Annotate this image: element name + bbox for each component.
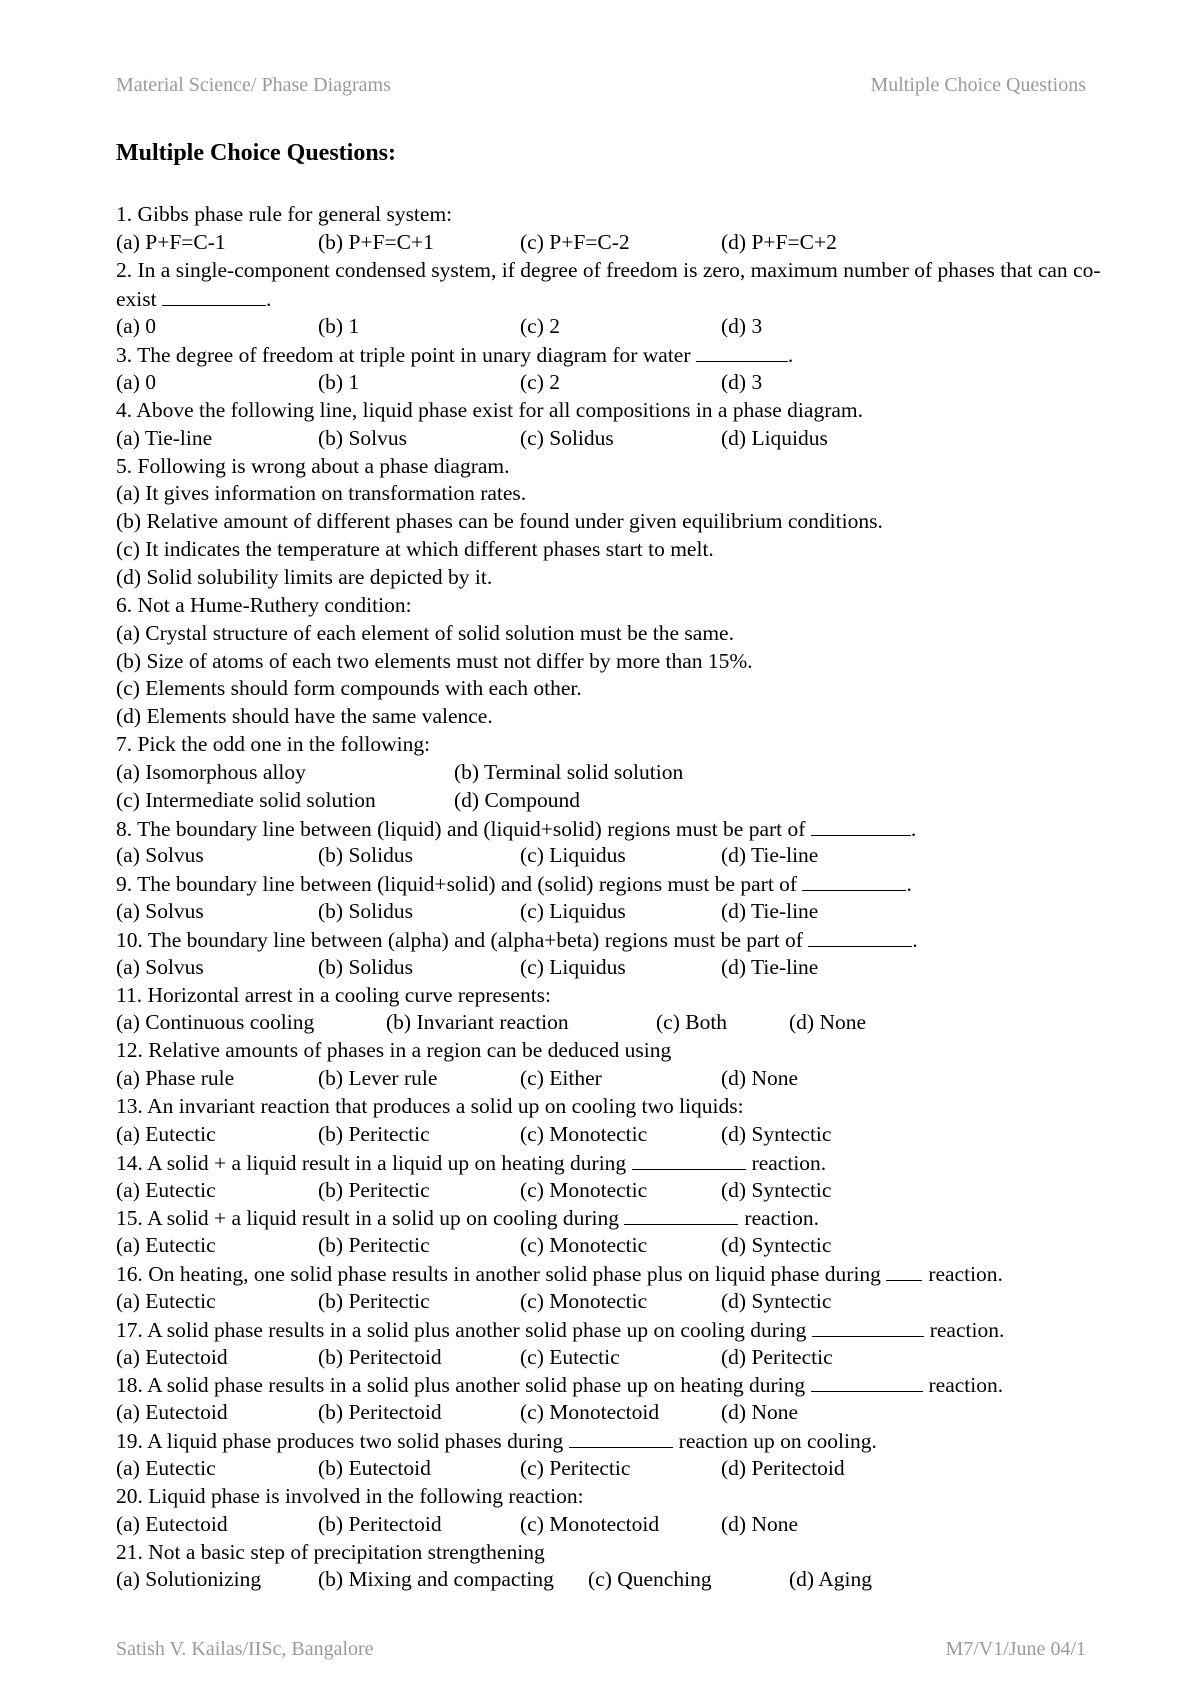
option: (c) Monotectic: [520, 1121, 648, 1146]
option: (d) None: [721, 1400, 799, 1425]
options-row: [116, 787, 1126, 815]
option: (d) Tie-line: [721, 954, 819, 979]
option: (b) Solidus: [318, 843, 413, 868]
question-stem: [116, 1204, 1126, 1232]
options-row: [116, 229, 1126, 257]
option: (d) Syntectic: [721, 1177, 832, 1202]
option: (c) Either: [520, 1066, 602, 1091]
option: (d) Compound: [454, 787, 581, 812]
question-stem: [116, 1371, 1126, 1399]
question-text: 4. Above the following line, liquid phase exist for all compositions in a phase diagram.: [116, 397, 863, 422]
options-row: [116, 1065, 1126, 1093]
question-stem: [116, 1149, 1126, 1177]
option: (a) Solvus: [116, 899, 204, 924]
option: (d) 3: [721, 314, 763, 339]
question-text: 3. The degree of freedom at triple point in unary diagram for water: [116, 343, 691, 368]
option: (d) Tie-line: [721, 899, 819, 924]
option: (c) 2: [520, 370, 560, 395]
option: (d) Aging: [789, 1567, 873, 1592]
options-row: [116, 369, 1126, 397]
question-text: 16. On heating, one solid phase results in another solid phase plus on liquid phase during: [116, 1262, 881, 1287]
question-text: 13. An invariant reaction that produces a solid up on cooling two liquids:: [116, 1094, 744, 1118]
answer-blank: [886, 1260, 922, 1281]
option: (c) Quenching: [588, 1567, 712, 1592]
options-row: [116, 1232, 1126, 1260]
option: (d) None: [789, 1010, 867, 1035]
options-row: [116, 1455, 1126, 1483]
options-row: [116, 1399, 1126, 1427]
question-list: [116, 201, 1126, 1594]
question-stem: [116, 341, 1126, 369]
question-stem: [116, 731, 1126, 759]
option: (c) Monotectoid: [520, 1400, 660, 1425]
option: (d) P+F=C+2: [721, 229, 837, 254]
option: (d) None: [721, 1511, 799, 1536]
question-stem: [116, 815, 1126, 843]
option: (d) Liquidus: [721, 425, 828, 450]
option: (b) Solidus: [318, 899, 413, 924]
question-stem: [116, 926, 1126, 954]
question-text: 6. Not a Hume-Ruthery condition:: [116, 592, 412, 617]
question-stem: [116, 201, 1126, 229]
blank-suffix: .: [906, 872, 912, 897]
question-stem: [116, 1539, 1126, 1567]
option: (a) Eutectic: [116, 1455, 216, 1480]
blank-suffix: reaction.: [928, 1373, 1004, 1398]
option: (d) None: [721, 1066, 799, 1091]
option: (c) Intermediate solid solution: [116, 787, 376, 812]
page-title: Multiple Choice Questions:: [116, 140, 396, 166]
option: (a) Eutectoid: [116, 1511, 228, 1536]
answer-blank: [696, 341, 788, 362]
question-stem: [116, 1093, 1126, 1121]
option: (b) P+F=C+1: [318, 229, 434, 254]
question-text: 19. A liquid phase produces two solid phases during: [116, 1429, 564, 1454]
option: (c) Liquidus: [520, 843, 626, 868]
option: (a) Eutectoid: [116, 1400, 228, 1425]
option: (a) Eutectic: [116, 1288, 216, 1313]
option: (a) Continuous cooling: [116, 1010, 315, 1035]
answer-blank: [811, 1371, 923, 1392]
options-row: [116, 1511, 1126, 1539]
option: (d) Peritectic: [721, 1344, 833, 1369]
option: (a) 0: [116, 370, 156, 395]
option: (a) Eutectic: [116, 1177, 216, 1202]
question-stem: [116, 1316, 1126, 1344]
question-text: 1. Gibbs phase rule for general system:: [116, 202, 453, 226]
question-text: 9. The boundary line between (liquid+solid) and (solid) regions must be part of: [116, 872, 798, 897]
question-text: 8. The boundary line between (liquid) and (liquid+solid) regions must be part of: [116, 816, 806, 841]
question-text: 21. Not a basic step of precipitation strengthening: [116, 1539, 545, 1564]
answer-blank: [802, 870, 906, 891]
blank-suffix: .: [265, 286, 272, 311]
blank-suffix: .: [787, 343, 794, 368]
question-text: 7. Pick the odd one in the following:: [116, 732, 431, 757]
question-stem: [116, 453, 1126, 481]
options-row: [116, 1288, 1126, 1316]
blank-suffix: reaction.: [928, 1262, 1003, 1287]
option: (a) Phase rule: [116, 1066, 235, 1091]
question-text: 10. The boundary line between (alpha) and (alpha+beta) regions must be part of: [116, 927, 803, 952]
option: (c) Monotectic: [520, 1233, 648, 1258]
answer-blank: [624, 1204, 738, 1225]
option: (b) 1: [318, 370, 360, 395]
options-row: [116, 313, 1126, 341]
answer-blank: [808, 926, 912, 947]
option: (c) P+F=C-2: [520, 229, 630, 254]
question-text: 14. A solid + a liquid result in a liquid up on heating during: [116, 1150, 627, 1175]
option-line: (d) Solid solubility limits are depicted by it.: [116, 564, 493, 589]
option: (b) Peritectic: [318, 1288, 430, 1313]
option: (c) Monotectoid: [520, 1511, 660, 1536]
option: (b) Peritectoid: [318, 1344, 442, 1369]
option: (b) Solidus: [318, 954, 413, 979]
answer-blank: [569, 1427, 673, 1448]
option: (b) Terminal solid solution: [454, 759, 684, 784]
blank-suffix: reaction.: [744, 1206, 820, 1231]
option: (a) Tie-line: [116, 425, 213, 450]
options-row: [116, 1566, 1126, 1594]
footer-left: Satish V. Kailas/IISc, Bangalore: [116, 1638, 374, 1660]
option: (c) Monotectic: [520, 1177, 648, 1202]
option: (b) Peritectic: [318, 1177, 430, 1202]
option: (b) Peritectoid: [318, 1511, 442, 1536]
question-text: 11. Horizontal arrest in a cooling curve represents:: [116, 982, 552, 1007]
option: (b) Lever rule: [318, 1066, 438, 1091]
option: (a) Isomorphous alloy: [116, 759, 306, 784]
option-line: (a) Crystal structure of each element of solid solution must be the same.: [116, 620, 734, 645]
question-stem: [116, 257, 1126, 314]
option: (d) Syntectic: [721, 1288, 832, 1313]
options-row: [116, 759, 1126, 787]
blank-suffix: .: [910, 816, 917, 841]
answer-blank: [811, 815, 911, 836]
option-line: (c) Elements should form compounds with each other.: [116, 676, 582, 701]
question-stem: [116, 592, 1126, 620]
option: (b) Eutectoid: [318, 1455, 431, 1480]
question-text: 20. Liquid phase is involved in the following reaction:: [116, 1483, 584, 1508]
options-row: [116, 954, 1126, 982]
question-text: 18. A solid phase results in a solid plus another solid phase up on heating during: [116, 1373, 806, 1398]
option: (c) Peritectic: [520, 1455, 631, 1480]
option: (a) Eutectic: [116, 1233, 216, 1258]
option: (d) Syntectic: [721, 1233, 832, 1258]
option: (d) Syntectic: [721, 1121, 832, 1146]
question-text: 17. A solid phase results in a solid plus another solid phase up on cooling during: [116, 1317, 807, 1342]
question-text: 15. A solid + a liquid result in a solid up on cooling during: [116, 1206, 620, 1231]
option: (b) 1: [318, 314, 360, 339]
option: (a) P+F=C-1: [116, 229, 226, 254]
option: (d) Tie-line: [721, 843, 819, 868]
running-header-left: Material Science/ Phase Diagrams: [116, 74, 391, 96]
option: (c) 2: [520, 314, 560, 339]
option-line: (a) It gives information on transformation rates.: [116, 481, 527, 506]
question-stem: [116, 1037, 1126, 1065]
question-text: 12. Relative amounts of phases in a region can be deduced using: [116, 1038, 672, 1063]
blank-suffix: .: [912, 927, 918, 952]
option: (c) Liquidus: [520, 954, 626, 979]
option: (b) Invariant reaction: [386, 1010, 569, 1035]
options-row: [116, 1177, 1126, 1205]
option: (b) Solvus: [318, 425, 407, 450]
options-row: [116, 1344, 1126, 1372]
question-stem: [116, 870, 1126, 898]
option: (c) Eutectic: [520, 1344, 620, 1369]
option: (b) Peritectic: [318, 1121, 430, 1146]
running-header-right: Multiple Choice Questions: [870, 74, 1086, 96]
answer-blank: [632, 1149, 746, 1170]
blank-suffix: reaction.: [929, 1317, 1005, 1342]
options-row: [116, 842, 1126, 870]
option: (c) Liquidus: [520, 899, 626, 924]
option: (a) Eutectoid: [116, 1344, 228, 1369]
option: (d) Peritectoid: [721, 1455, 845, 1480]
option: (a) Solvus: [116, 954, 204, 979]
options-row: [116, 1009, 1126, 1037]
question-stem: [116, 1260, 1126, 1288]
answer-blank: [812, 1316, 924, 1337]
question-text: 5. Following is wrong about a phase diagram.: [116, 453, 510, 478]
option: (d) 3: [721, 370, 763, 395]
option-line: (c) It indicates the temperature at which different phases start to melt.: [116, 537, 714, 562]
answer-blank: [162, 285, 266, 306]
blank-suffix: reaction up on cooling.: [678, 1429, 877, 1454]
option-line: (b) Size of atoms of each two elements must not differ by more than 15%.: [116, 648, 753, 673]
option-line: (d) Elements should have the same valence.: [116, 704, 493, 729]
option: (a) Solvus: [116, 843, 204, 868]
option: (c) Monotectic: [520, 1288, 648, 1313]
footer-right: M7/V1/June 04/1: [945, 1638, 1086, 1660]
question-stem: [116, 1483, 1126, 1511]
option: (a) 0: [116, 314, 156, 339]
option: (c) Both: [656, 1010, 728, 1035]
option: (b) Mixing and compacting: [318, 1567, 554, 1592]
options-row: [116, 898, 1126, 926]
options-row: [116, 425, 1126, 453]
question-text: 2. In a single-component condensed system, if degree of freedom is zero, maximum number of phases that can co-exist: [116, 257, 1101, 311]
option: (c) Solidus: [520, 425, 614, 450]
question-stem: [116, 1427, 1126, 1455]
question-stem: [116, 397, 1126, 425]
options-row: [116, 1121, 1126, 1149]
option: (a) Eutectic: [116, 1121, 216, 1146]
option: (b) Peritectic: [318, 1233, 430, 1258]
question-stem: [116, 982, 1126, 1010]
option: (b) Peritectoid: [318, 1400, 442, 1425]
option-line: (b) Relative amount of different phases can be found under given equilibrium conditions.: [116, 509, 883, 534]
blank-suffix: reaction.: [751, 1150, 827, 1175]
option: (a) Solutionizing: [116, 1567, 262, 1592]
